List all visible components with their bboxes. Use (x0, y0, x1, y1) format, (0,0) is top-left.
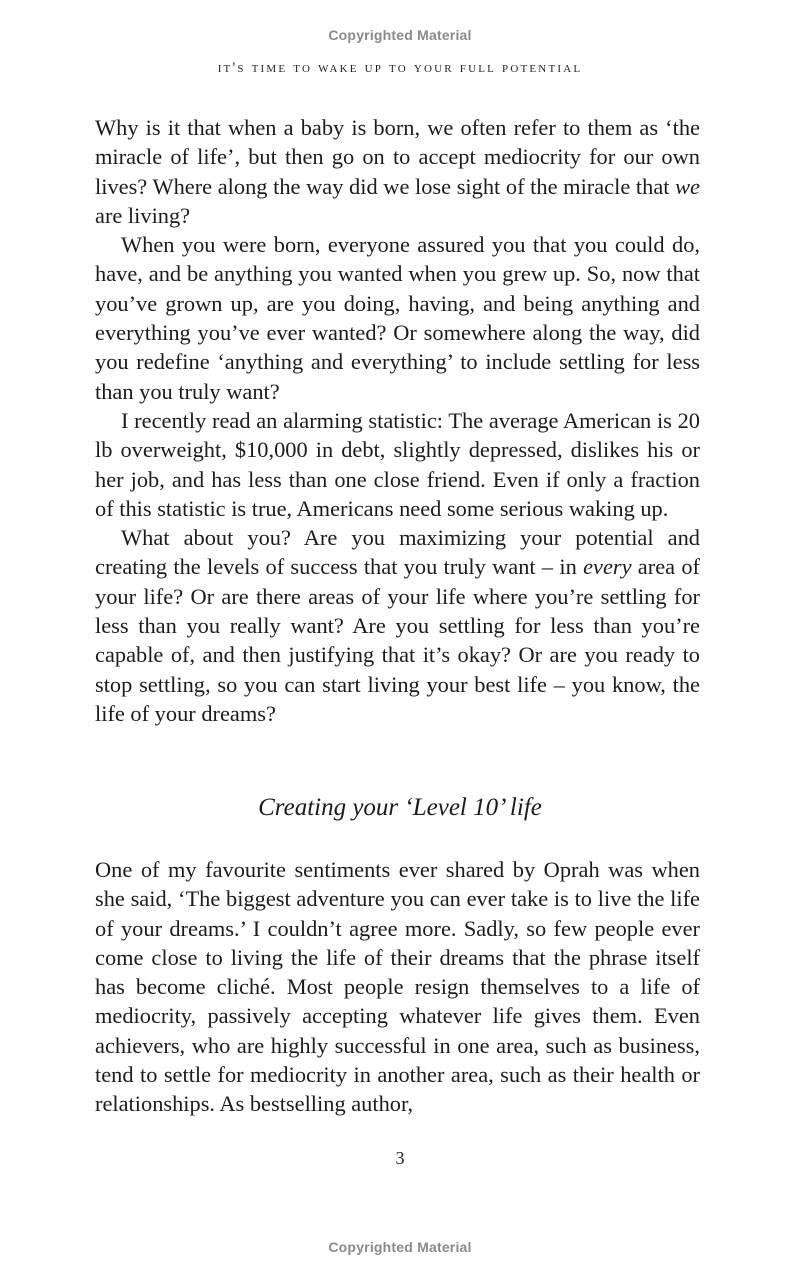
section-heading: Creating your ‘Level 10’ life (258, 794, 542, 821)
running-head: it's time to wake up to your full potential (217, 60, 583, 76)
paragraph-text: What about you? Are you maximizing your potential and creating the levels of success that you truly want – in (95, 525, 700, 580)
paragraph-oprah-sentiment: One of my favourite sentiments ever shared by Oprah was when she said, ‘The biggest adventure you can ever take is to live the life of your dreams.’ I couldn’t agree more. Sadly, so few people ever come close to living the life of their dreams that the phrase itself has become cliché. Most people resign themselves to a life of mediocrity, passively accepting whatever life gives them. Even achievers, who are highly successful in one area, such as business, tend to settle for mediocrity in another area, such as their health or relationships. As bestselling author, (95, 857, 700, 1117)
paragraph-alarming-statistic: I recently read an alarming statistic: The average American is 20 lb overweight, $10,000 in debt, slightly depressed, dislikes his or her job, and has less than one close friend. Even if only a fraction of this statistic is true, Americans need some serious waking up. (95, 407, 700, 521)
copyright-watermark-top: Copyrighted Material (328, 27, 472, 43)
copyright-watermark-bottom: Copyrighted Material (328, 1239, 472, 1255)
paragraph-text: Why is it that when a baby is born, we often refer to them as ‘the miracle of life’, but then go on to accept mediocrity for our own lives? Where along the way did we lose sight of the miracle that (95, 115, 700, 199)
body-text-section-one (95, 113, 700, 728)
body-text-section-two (95, 855, 700, 1119)
paragraph-text: area of your life? Or are there areas of your life where you’re settling for less than you really want? Are you settling for less than you’re capable of, and then justifying that it’s okay? Or are you ready to stop settling, so you can start living your best life – you know, the life of your dreams? (95, 554, 700, 726)
emphasis-text: we (675, 173, 700, 199)
emphasis-text: every (583, 554, 632, 580)
paragraph-what-about-you (95, 523, 700, 728)
paragraph-miracle-of-life (95, 113, 700, 230)
paragraph-text: are living? (95, 202, 191, 228)
paragraph-when-you-were-born: When you were born, everyone assured you that you could do, have, and be anything you wanted when you grew up. So, now that you’ve grown up, are you doing, having, and being anything and everything you’ve ever wanted? Or somewhere along the way, did you redefine ‘anything and everything’ to include settling for less than you truly want? (95, 232, 700, 404)
page-number: 3 (395, 1148, 405, 1168)
